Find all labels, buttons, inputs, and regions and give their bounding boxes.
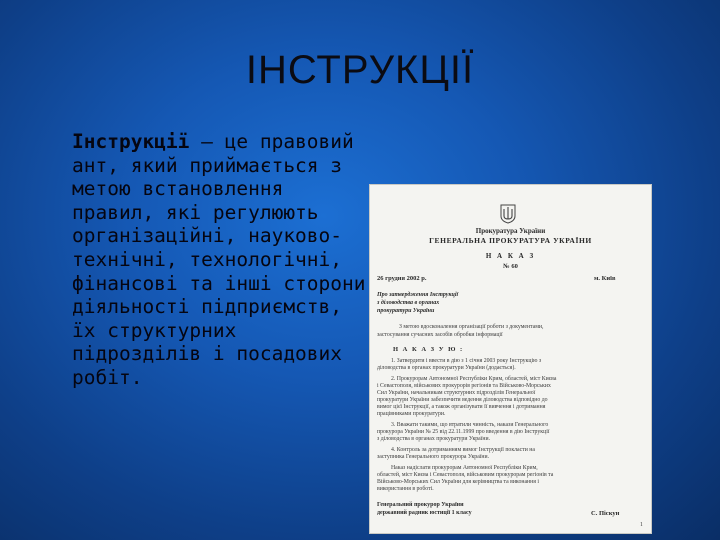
doc-point-line: використання в роботі. <box>377 486 434 492</box>
doc-point-line: прокуратури України забезпечити ведення діловодства відповідно до <box>377 397 548 403</box>
doc-city: м. Київ <box>594 275 616 282</box>
doc-preamble-line: З метою вдосконалення організації роботи з документами, <box>399 324 544 330</box>
doc-point-line: Наказ надіслати прокурорам Автономної Республіки Крим, <box>391 465 538 471</box>
doc-order-word: Н А К А З <box>485 252 536 260</box>
doc-point-line: Сил України, начальникам структурних підрозділів Генеральної <box>377 390 536 396</box>
doc-signature-name: С. Піскун <box>591 510 620 517</box>
doc-header-2: ГЕНЕРАЛЬНА ПРОКУРАТУРА УКРАЇНИ <box>429 236 592 245</box>
doc-point-line: діловодства в органах прокуратури України (додається). <box>377 365 516 371</box>
doc-point-line: 4. Контроль за дотриманням вимог Інструкції покласти на <box>391 447 535 453</box>
doc-point-line: заступника Генерального прокурора України. <box>377 454 490 460</box>
slide-title: ІНСТРУКЦІЇ <box>245 48 475 92</box>
doc-point-line: прокурора України № 25 від 22.11.1999 про введення в дію Інструкції <box>377 429 550 435</box>
doc-subject-line: з діловодства в органах <box>377 300 440 306</box>
order-document-image <box>369 184 652 534</box>
doc-point-line: і Севастополя, військових прокурорів регіонів та Військово-Морських <box>377 383 551 389</box>
doc-point-line: 2. Прокурорам Автономної Республіки Крим, областей, міст Києва <box>391 376 557 382</box>
doc-point-line: вимог цієї Інструкції, а також організувати її вивчення і дотримання <box>377 404 546 410</box>
definition-body: – це правовий ант, який приймається з метою встановлення правил, які регулюють організаційні, науково-технічні, технологічні, фінансові та інші сторони діяльності підприємств, їх структурних підрозділів і посадових робіт. <box>72 130 366 389</box>
doc-subject-line: Про затвердження Інструкції <box>377 292 459 298</box>
doc-point-line: Військово-Морських Сил України для керівництва та виконання і <box>377 479 539 485</box>
doc-date: 26 грудня 2002 р. <box>377 275 427 282</box>
doc-header-1: Прокуратура України <box>475 227 546 235</box>
doc-signature-title: Генеральний прокурор України <box>377 502 464 508</box>
doc-subject-line: прокуратури України <box>377 308 435 314</box>
definition-text <box>72 130 372 390</box>
doc-order-number: № 60 <box>503 263 518 270</box>
doc-orders-word: Н А К А З У Ю : <box>393 346 464 353</box>
trident-emblem-icon <box>500 204 516 224</box>
doc-point-line: з діловодства в органах прокуратури України. <box>377 436 491 442</box>
doc-point-line: областей, міст Києва і Севастополя, військовим прокурорам регіонів та <box>377 472 554 478</box>
definition-term: Інструкції <box>72 130 190 153</box>
doc-point-line: 3. Вважати такими, що втратили чинність, накази Генерального <box>391 422 549 428</box>
doc-point-line: 1. Затвердити і ввести в дію з 1 січня 2003 року Інструкцію з <box>391 358 542 364</box>
doc-preamble-line: застосування сучасних засобів обробки інформації <box>377 332 503 338</box>
doc-point-line: працівниками прокуратури. <box>377 411 446 417</box>
doc-signature-title: державний радник юстиції 1 класу <box>377 510 472 516</box>
doc-page-number: 1 <box>640 522 643 528</box>
